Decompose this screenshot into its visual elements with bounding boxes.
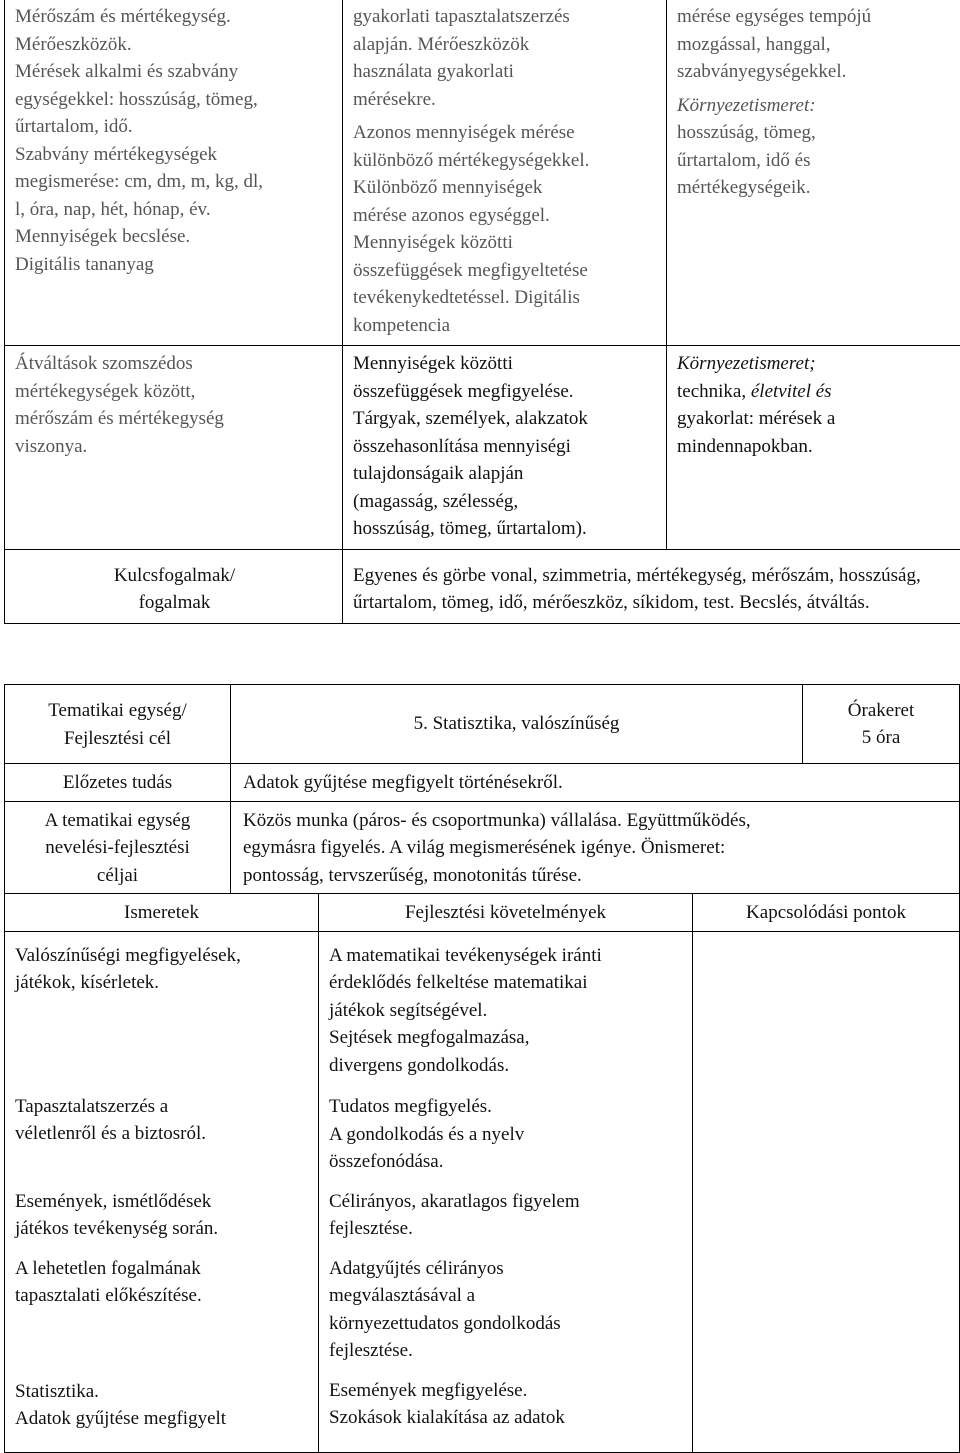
time-frame-label: Órakeret bbox=[848, 697, 914, 725]
table-row bbox=[5, 0, 960, 346]
table-row bbox=[5, 931, 960, 1452]
connections-text: Környezetismeret; technika, életvitel és gyakorlat: mérések a mindennapokban. bbox=[667, 346, 960, 466]
table-row bbox=[5, 894, 960, 932]
prior-knowledge-cell bbox=[231, 764, 960, 802]
goals-text: Közös munka (páros- és csoportmunka) vállalása. Együttműködés, egymásra figyelés. A világ megismerésének igénye. Önismeret: pontosság, tervszerűség, monotonitás tűrése. bbox=[231, 802, 959, 894]
unit-label-cell bbox=[5, 685, 231, 764]
curriculum-table-unit bbox=[4, 684, 960, 1453]
time-frame bbox=[802, 685, 959, 763]
key-concepts-text: Egyenes és görbe vonal, szimmetria, mértékegység, mérőszám, hosszúság, űrtartalom, tömeg, idő, mérőeszköz, síkidom, test. Becslés, átváltás. bbox=[343, 550, 960, 623]
unit-title-cell bbox=[231, 685, 960, 764]
prior-knowledge-label: Előzetes tudás bbox=[5, 764, 230, 801]
time-frame-value: 5 óra bbox=[862, 724, 901, 752]
requirements-cell bbox=[343, 346, 667, 550]
prior-knowledge-label-cell bbox=[5, 764, 231, 802]
connections-text: mérése egységes tempójú mozgással, hanggal, szabványegységekkel. Környezetismeret: hosszúság, tömeg, űrtartalom, idő és mértékegységeik. bbox=[667, 0, 960, 208]
connections-cell bbox=[667, 0, 960, 346]
requirements-cell: A matematikai tevékenységek iránti érdeklődés felkeltése matematikai játékok segítségével. Sejtések megfogalmazása, divergens gondolkodás. Tudatos megfigyelés. A gondolkodás és a nyelv összefonódása. Célirányos, akaratlagos figyelem fejlesztése. Adatgyűjtés célirányos megválasztásával a környezettudatos gondolkodás fejlesztése. Események megfigyelése. Szokások kialakítása az adatok bbox=[319, 931, 693, 1452]
column-header-knowledge: Ismeretek bbox=[5, 894, 319, 932]
prior-knowledge-text: Adatok gyűjtése megfigyelt történésekről. bbox=[231, 764, 959, 801]
goals-label-cell bbox=[5, 801, 231, 894]
connections-cell bbox=[693, 931, 960, 1452]
requirements-cell bbox=[343, 0, 667, 346]
requirements-text: Mennyiségek közötti összefüggések megfigyelése. Tárgyak, személyek, alakzatok összehasonlítása mennyiségi tulajdonságaik alapján (magasság, szélesség, hosszúság, tömeg, űrtartalom). bbox=[343, 346, 666, 549]
knowledge-cell: Valószínűségi megfigyelések, játékok, kísérletek. Tapasztalatszerzés a véletlenről és a biztosról. Események, ismétlődések játékos tevékenység során. A lehetetlen fogalmának tapasztalati előkészítése. Statisztika. Adatok gyűjtése megfigyelt bbox=[5, 931, 319, 1452]
column-header-connections: Kapcsolódási pontok bbox=[693, 894, 960, 932]
knowledge-text: Átváltások szomszédos mértékegységek között, mérőszám és mértékegység viszonya. bbox=[5, 346, 342, 466]
table-row bbox=[5, 346, 960, 550]
unit-title: 5. Statisztika, valószínűség bbox=[231, 710, 802, 738]
knowledge-text: Mérőszám és mértékegység. Mérőeszközök. Mérések alkalmi és szabvány egységekkel: hosszúság, tömeg, űrtartalom, idő. Szabvány mértékegységek megismerése: cm, dm, m, kg, dl, l, óra, nap, hét, hónap, év. Mennyiségek becslése. Digitális tananyag bbox=[5, 0, 342, 336]
unit-label: Tematikai egység/ Fejlesztési cél bbox=[5, 685, 230, 760]
key-concepts-label: Kulcsfogalmak/ fogalmak bbox=[5, 550, 342, 623]
knowledge-cell bbox=[5, 346, 343, 550]
goals-label: A tematikai egység nevelési-fejlesztési céljai bbox=[5, 802, 230, 894]
table-row bbox=[5, 549, 960, 623]
table-row bbox=[5, 801, 960, 894]
key-concepts-cell bbox=[343, 549, 960, 623]
table-row bbox=[5, 685, 960, 764]
goals-cell bbox=[231, 801, 960, 894]
knowledge-cell bbox=[5, 0, 343, 346]
column-header-requirements: Fejlesztési követelmények bbox=[319, 894, 693, 932]
curriculum-table-top bbox=[4, 0, 960, 624]
requirements-text: gyakorlati tapasztalatszerzés alapján. Mérőeszközök használata gyakorlati mérésekre. Azonos mennyiségek mérése különböző mértékegységekkel. Különböző mennyiségek mérése azonos egységgel. Mennyiségek közötti összefüggések megfigyeltetése tevékenykedtetéssel. Digitális kompetencia bbox=[343, 0, 666, 345]
connections-cell bbox=[667, 346, 960, 550]
key-concepts-label-cell bbox=[5, 549, 343, 623]
table-row bbox=[5, 764, 960, 802]
